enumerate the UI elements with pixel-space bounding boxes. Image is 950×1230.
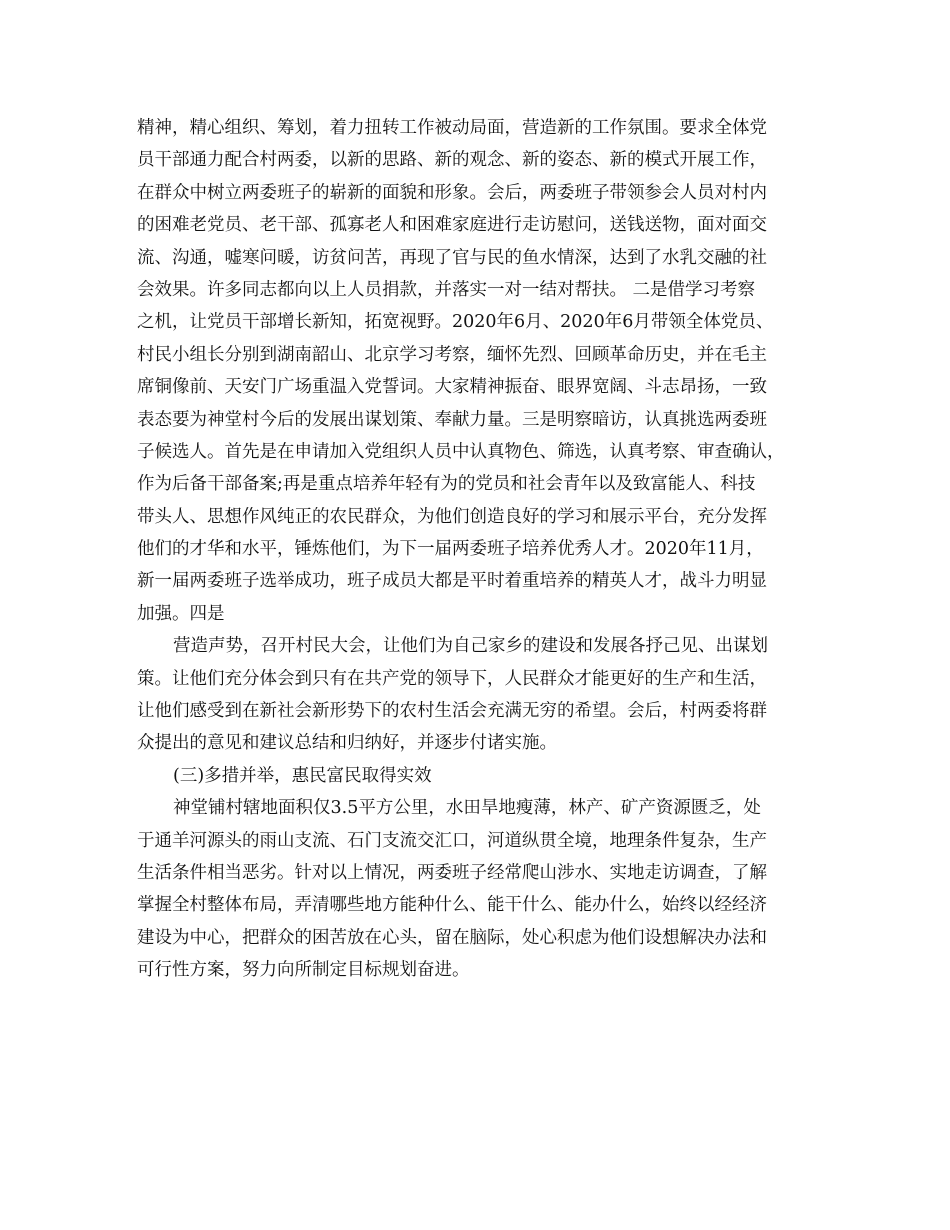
body-text <box>137 112 827 987</box>
text-line: 策。让他们充分体会到只有在共产党的领导下，人民群众才能更好的生产和生活， <box>137 668 767 689</box>
text-line: 会效果。许多同志都向以上人员捐款，并落实一对一结对帮扶。 二是借学习考察 <box>137 279 756 300</box>
text-line: 神堂铺村辖地面积仅3.5平方公里，水田旱地瘦薄，林产、矿产资源匮乏，处 <box>173 798 761 819</box>
text-line: 村民小组长分别到湖南韶山、北京学习考察，缅怀先烈、回顾革命历史，并在毛主 <box>137 344 767 365</box>
text-line: 他们的才华和水平，锤炼他们，为下一届两委班子培养优秀人才。2020年11月， <box>137 539 764 560</box>
text-line: 营造声势，召开村民大会，让他们为自己家乡的建设和发展各抒己见、出谋划 <box>173 636 768 657</box>
text-line: 新一届两委班子选举成功，班子成员大都是平时着重培养的精英人才，战斗力明显 <box>137 571 767 592</box>
text-line: 在群众中树立两委班子的崭新的面貌和形象。会后，两委班子带领参会人员对村内 <box>137 182 767 203</box>
text-line: 之机，让党员干部增长新知，拓宽视野。2020年6月、2020年6月带领全体党员、 <box>137 312 774 333</box>
text-line: 子候选人。首先是在申请加入党组织人员中认真物色、筛选，认真考察、审查确认， <box>137 441 785 462</box>
section-heading: (三)多措并举，惠民富民取得实效 <box>173 765 432 786</box>
text-line: 带头人、思想作风纯正的农民群众，为他们创造良好的学习和展示平台，充分发挥 <box>137 506 767 527</box>
text-line: 生活条件相当恶劣。针对以上情况，两委班子经常爬山涉水、实地走访调查，了解 <box>137 862 767 883</box>
text-line: 精神，精心组织、筹划，着力扭转工作被动局面，营造新的工作氛围。要求全体党 <box>137 118 767 138</box>
text-line: 作为后备干部备案;再是重点培养年轻有为的党员和社会青年以及致富能人、科技 <box>137 474 756 495</box>
text-line: 建设为中心，把群众的困苦放在心头，留在脑际，处心积虑为他们设想解决办法和 <box>137 927 767 948</box>
text-line: 众提出的意见和建议总结和归纳好，并逐步付诸实施。 <box>137 733 557 754</box>
text-line: 掌握全村整体布局，弄清哪些地方能种什么、能干什么、能办什么，始终以经经济 <box>137 895 767 916</box>
text-line: 可行性方案，努力向所制定目标规划奋进。 <box>137 960 470 981</box>
text-line: 加强。四是 <box>137 603 225 624</box>
text-line: 员干部通力配合村两委，以新的思路、新的观念、新的姿态、新的模式开展工作， <box>137 150 767 171</box>
text-line: 流、沟通，嘘寒问暖，访贫问苦，再现了官与民的鱼水情深，达到了水乳交融的社 <box>137 247 767 268</box>
text-line: 让他们感受到在新社会新形势下的农村生活会充满无穷的希望。会后，村两委将群 <box>137 701 767 722</box>
text-line: 表态要为神堂村今后的发展出谋划策、奉献力量。三是明察暗访，认真挑选两委班 <box>137 409 767 430</box>
text-line: 于通羊河源头的雨山支流、石门支流交汇口，河道纵贯全境，地理条件复杂，生产 <box>137 830 767 851</box>
text-line: 的困难老党员、老干部、孤寡老人和困难家庭进行走访慰问，送钱送物，面对面交 <box>137 215 767 236</box>
text-line: 席铜像前、天安门广场重温入党誓词。大家精神振奋、眼界宽阔、斗志昂扬，一致 <box>137 377 767 398</box>
